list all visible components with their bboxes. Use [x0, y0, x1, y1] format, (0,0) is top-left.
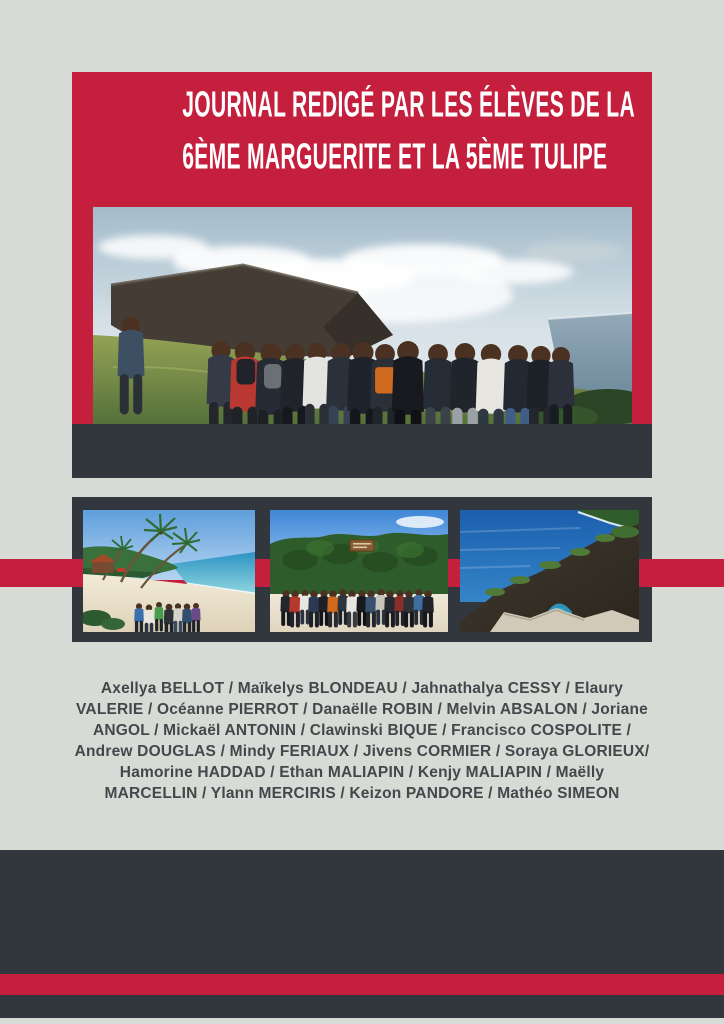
divider-band: [72, 424, 652, 478]
arch-photo-illustration: [460, 510, 639, 632]
names-line-5: Hamorine HADDAD / Ethan MALIAPIN / Kenjy MALIAPIN / Maëlly: [119, 764, 605, 781]
journal-title: [72, 79, 652, 183]
names-line-2: VALERIE / Océanne PIERROT / Danaëlle ROBIN / Melvin ABSALON / Joriane: [76, 701, 648, 718]
strip-photo-group: [270, 510, 448, 632]
journal-title-line2: 6ÈME MARGUERITE ET LA 5ÈME TULIPE: [182, 137, 608, 177]
footer-band: [0, 850, 724, 1018]
names-line-4: Andrew DOUGLAS / Mindy FERIAUX / Jivens CORMIER / Soraya GLORIEUX/: [74, 743, 650, 760]
beach-photo-illustration: [83, 510, 255, 632]
names-line-3: ANGOL / Mickaël ANTONIN / Clawinski BIQUE / Francisco COSPOLITE /: [92, 722, 632, 739]
main-photo-illustration: [93, 207, 632, 424]
journal-title-line1: JOURNAL REDIGÉ PAR LES ÉLÈVES DE LA: [182, 85, 636, 125]
group-photo-illustration: [270, 510, 448, 632]
student-names-list: [0, 678, 724, 804]
header-band: [72, 72, 652, 424]
main-photo: [93, 207, 632, 424]
names-line-1: Axellya BELLOT / Maïkelys BLONDEAU / Jahnathalya CESSY / Elaury: [100, 680, 624, 697]
names-line-6: MARCELLIN / Ylann MERCIRIS / Keizon PANDORE / Mathéo SIMEON: [104, 785, 620, 802]
strip-photo-beach: [83, 510, 255, 632]
footer-accent-stripe: [0, 974, 724, 995]
strip-photo-arch: [460, 510, 639, 632]
